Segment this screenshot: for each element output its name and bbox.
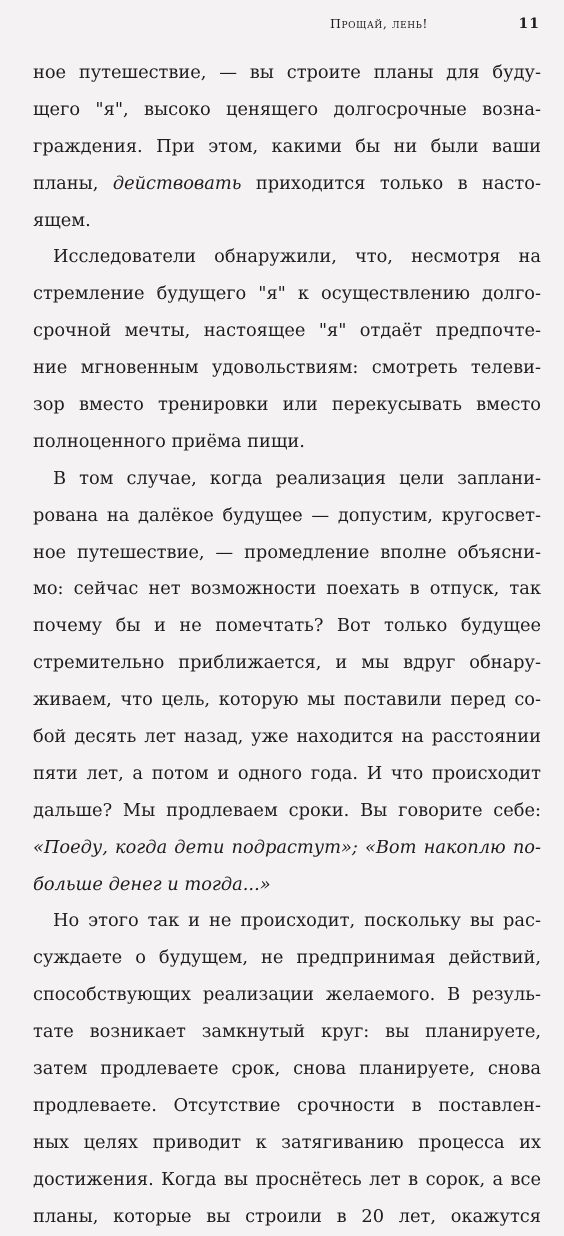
text-line <box>33 1199 541 1236</box>
text-segment: пяти лет, а потом и одного года. И что происходит <box>33 762 541 784</box>
text-line <box>33 682 541 719</box>
text-line <box>33 793 541 830</box>
text-line <box>33 756 541 793</box>
text-line <box>33 903 541 940</box>
text-segment: зор вместо тренировки или перекусывать вместо <box>33 394 541 416</box>
text-line <box>33 92 541 129</box>
text-segment: В том случае, когда реализация цели заплани- <box>53 467 541 489</box>
italic-text: больше денег и тогда...» <box>33 873 271 895</box>
text-segment: планы, <box>33 172 113 194</box>
text-segment: рована на далёкое будущее — допустим, кругосвет- <box>33 504 541 526</box>
text-segment: планы, которые вы строили в 20 лет, окажутся <box>33 1205 541 1227</box>
text-line <box>33 830 541 867</box>
text-line <box>33 608 541 645</box>
text-segment: щего "я", высоко ценящего долгосрочные возна- <box>33 98 541 120</box>
text-segment: дальше? Мы продлеваем сроки. Вы говорите себе: <box>33 799 541 821</box>
text-line <box>33 424 541 461</box>
text-line <box>33 571 541 608</box>
text-segment: мо: сейчас нет возможности поехать в отпуск, так <box>33 578 541 600</box>
text-segment: почему бы и не помечтать? Вот только будущее <box>33 615 541 637</box>
text-line <box>33 203 541 240</box>
running-title: Прощай, лень! <box>330 16 429 31</box>
paragraph <box>33 55 541 239</box>
running-head <box>330 16 540 32</box>
text-line <box>33 239 541 276</box>
text-line <box>33 313 541 350</box>
text-line <box>33 129 541 166</box>
text-line <box>33 387 541 424</box>
text-segment: Но этого так и не происходит, поскольку вы рас- <box>53 910 541 932</box>
text-segment: ных целях приводит к затягиванию процесса их <box>33 1131 541 1153</box>
text-segment: затем продлеваете срок, снова планируете, снова <box>33 1058 541 1080</box>
text-line <box>33 535 541 572</box>
text-line <box>33 1088 541 1125</box>
text-line <box>33 977 541 1014</box>
text-line <box>33 1162 541 1199</box>
text-segment: живаем, что цель, которую мы поставили перед со- <box>33 689 541 711</box>
text-segment: стремительно приближается, и мы вдруг обнару- <box>33 652 541 674</box>
text-segment: ящем. <box>33 209 91 231</box>
text-line <box>33 940 541 977</box>
text-line <box>33 867 541 904</box>
text-segment: ное путешествие, — вы строите планы для буду- <box>33 62 541 83</box>
text-line <box>33 1125 541 1162</box>
text-segment: ние мгновенным удовольствиям: смотреть телеви- <box>33 357 541 379</box>
text-segment: Исследователи обнаружили, что, несмотря на <box>53 246 541 268</box>
italic-text: действовать <box>112 172 242 194</box>
text-segment: приходится только в насто- <box>241 172 541 194</box>
text-line <box>33 55 541 92</box>
text-segment: ное путешествие, — промедление вполне объясни- <box>33 541 541 563</box>
text-segment: способствующих реализации желаемого. В резуль- <box>33 984 541 1006</box>
text-segment: граждения. При этом, какими бы ни были ваши <box>33 135 541 157</box>
text-segment: тате возникает замкнутый круг: вы планируете, <box>33 1021 541 1043</box>
italic-text: «Поеду, когда дети подрастут»; «Вот накоплю по- <box>33 836 541 858</box>
text-line <box>33 1014 541 1051</box>
text-segment: достижения. Когда вы проснётесь лет в сорок, а все <box>33 1168 541 1190</box>
text-line <box>33 645 541 682</box>
text-line <box>33 166 541 203</box>
text-segment: стремление будущего "я" к осуществлению долго- <box>33 283 541 305</box>
text-segment: срочной мечты, настоящее "я" отдаёт предпочте- <box>33 320 541 342</box>
page-number: 11 <box>518 16 540 32</box>
paragraph <box>33 239 541 460</box>
paragraph <box>33 903 541 1235</box>
text-line <box>33 461 541 498</box>
text-line <box>33 350 541 387</box>
text-segment: суждаете о будущем, не предпринимая действий, <box>33 947 541 969</box>
text-segment: полноценного приёма пищи. <box>33 430 305 452</box>
paragraph <box>33 461 541 904</box>
body-text <box>33 55 541 1236</box>
text-segment: бой десять лет назад, уже находится на расстоянии <box>33 726 541 748</box>
text-line <box>33 498 541 535</box>
text-segment: продлеваете. Отсутствие срочности в поставлен- <box>33 1094 541 1116</box>
text-line <box>33 1051 541 1088</box>
text-line <box>33 276 541 313</box>
text-line <box>33 719 541 756</box>
